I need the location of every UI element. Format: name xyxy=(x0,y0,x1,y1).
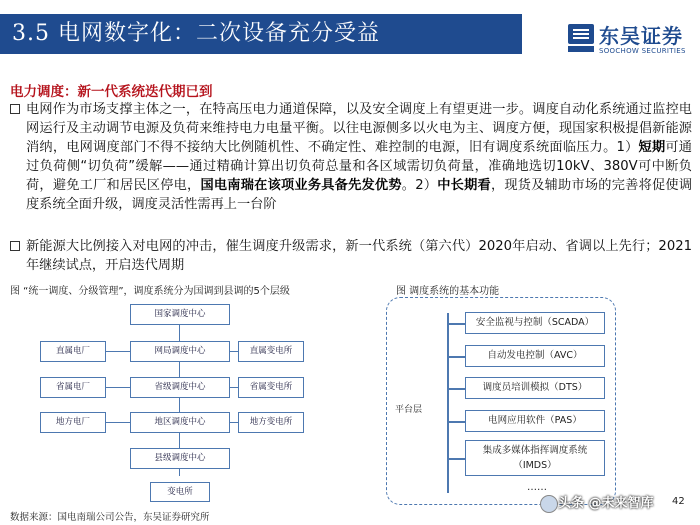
function-dts: 调度员培训模拟（DTS） xyxy=(465,377,605,399)
slide-title: 3.5 电网数字化：二次设备充分受益 xyxy=(12,21,380,46)
figure-caption-right: 图 调度系统的基本功能 xyxy=(396,286,500,297)
function-pas: 电网应用软件（PAS） xyxy=(465,410,605,432)
bullet-text: 电网作为市场支撑主体之一，在特高压电力通道保障，以及安全调度上有望更进一步。调度自动化系统通过监控电网运行及主动调节电源及负荷来维持电力电量平衡。以往电源侧多以火电为主、调度方便，现国家积极提倡新能源消纳，电网调度部门不得不接纳大比例随机性、不确定性、难控制的电源，旧有调度系统面临压力。1）短期可通过负荷侧“切负荷”缓解——通过精确计算出切负荷总量和各区域需切负荷量，准确地选切10kV、380V可中断负荷，避免工厂和居民区停电，国电南瑞在该项业务具备先发优势。2）中长期看，现货及辅助市场的完善将促使调度系统全面升级，调度灵活性需再上一台阶 xyxy=(26,102,693,212)
connector-line xyxy=(106,351,130,352)
platform-layer-label: 平台层 xyxy=(395,405,423,415)
mid-term-label: 中长期看 xyxy=(437,178,491,193)
dispatch-functions-diagram xyxy=(386,297,616,505)
function-avc: 自动发电控制（AVC） xyxy=(465,345,605,367)
dispatch-hierarchy-diagram xyxy=(40,296,340,506)
slide-header xyxy=(0,0,700,62)
substation: 变电所 xyxy=(150,482,210,502)
section-heading: 电力调度：新一代系统迭代期已到 xyxy=(10,84,213,100)
connector-line xyxy=(447,313,449,493)
connector-line xyxy=(447,388,465,390)
local-power-plant: 地方电厂 xyxy=(40,412,106,433)
connector-line xyxy=(447,421,465,423)
regional-dispatch-center: 网局调度中心 xyxy=(130,341,230,362)
county-dispatch-center: 县级调度中心 xyxy=(130,448,230,469)
direct-power-plant: 直属电厂 xyxy=(40,341,106,362)
connector-line xyxy=(106,422,130,423)
more-functions: …… xyxy=(527,482,547,493)
company-logo xyxy=(566,18,696,58)
bullet-item xyxy=(10,237,692,275)
watermark-text: 头条 @未来智库 xyxy=(558,496,654,511)
district-dispatch-center: 地区调度中心 xyxy=(130,412,230,433)
short-term-label: 短期 xyxy=(638,140,666,155)
figure-caption-left: 图 “统一调度、分级管理”，调度系统分为国调到县调的5个层级 xyxy=(10,286,290,297)
bullet-item xyxy=(10,100,692,214)
soochow-logo-icon xyxy=(566,20,596,54)
national-dispatch-center: 国家调度中心 xyxy=(130,304,230,325)
function-imds: 集成多媒体指挥调度系统（IMDS） xyxy=(465,440,605,476)
connector-line xyxy=(447,356,465,358)
function-scada: 安全监视与控制（SCADA） xyxy=(465,312,605,334)
logo-english-name: SOOCHOW SECURITIES xyxy=(599,47,686,55)
connector-line xyxy=(447,458,465,460)
watermark-avatar-icon xyxy=(540,495,558,513)
connector-line xyxy=(447,323,465,325)
square-bullet-icon xyxy=(10,104,20,114)
provincial-power-plant: 省属电厂 xyxy=(40,377,106,398)
connector-line xyxy=(106,387,130,388)
data-source-note: 数据来源：国电南瑞公司公告，东吴证券研究所 xyxy=(10,512,210,523)
bullet-text: 新能源大比例接入对电网的冲击，催生调度升级需求，新一代系统（第六代）2020年启动、省调以上先行；2021年继续试点，开启迭代周期 xyxy=(26,239,692,273)
provincial-dispatch-center: 省级调度中心 xyxy=(130,377,230,398)
page-number: 42 xyxy=(672,496,685,507)
connector-line xyxy=(230,351,238,352)
connector-line xyxy=(230,422,238,423)
provincial-substation: 省属变电所 xyxy=(238,377,304,398)
local-substation: 地方变电所 xyxy=(238,412,304,433)
connector-line xyxy=(230,387,238,388)
title-bar xyxy=(0,14,522,54)
emphasis-text: 国电南瑞在该项业务具备先发优势 xyxy=(200,178,402,193)
direct-substation: 直属变电所 xyxy=(238,341,304,362)
logo-chinese-name: 东吴证券 xyxy=(599,24,683,48)
square-bullet-icon xyxy=(10,241,20,251)
